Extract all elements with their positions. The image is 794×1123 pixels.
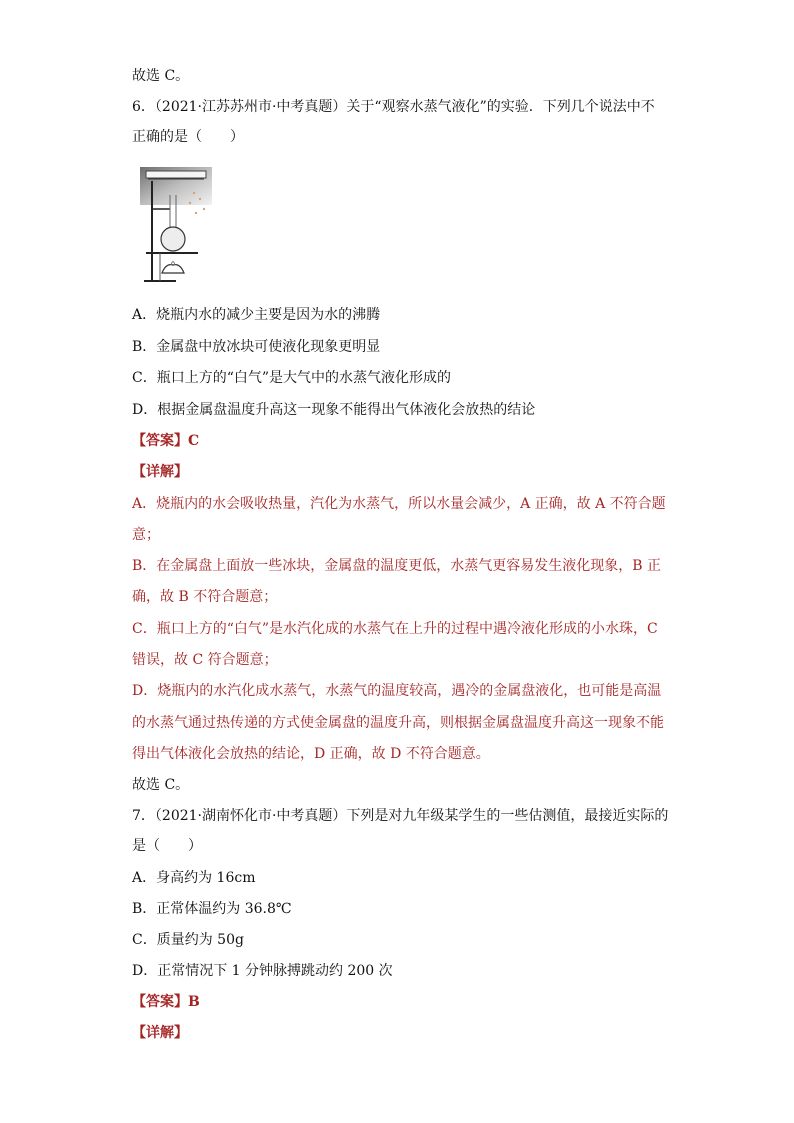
q6-detail-line: B．在金属盘上面放一些冰块，金属盘的温度更低，水蒸气更容易发生液化现象，B 正 [132,558,662,574]
q6-detail-line: 错误，故 C 符合题意； [132,652,278,668]
q6-detail-label: 【详解】 [132,464,188,480]
q6-option-c: C．瓶口上方的“白气”是大气中的水蒸气液化形成的 [132,370,452,386]
apparatus-illustration [140,167,212,287]
q7-answer: 【答案】B [132,994,200,1010]
q6-stem-line1: 6．（2021·江苏苏州市·中考真题）关于“观察水蒸气液化”的实验．下列几个说法中不 [132,99,655,115]
q7-stem-line1: 7．（2021·湖南怀化市·中考真题）下列是对九年级某学生的一些估测值，最接近实际的 [132,808,669,824]
q6-stem-line2: 正确的是（ ） [132,129,244,145]
q7-option-a: A．身高约为 16cm [132,870,256,886]
q6-detail-line: C．瓶口上方的“白气”是水汽化成的水蒸气在上升的过程中遇冷液化形成的小水珠，C [132,621,658,637]
q6-conclusion: 故选 C。 [132,777,190,793]
q6-detail-line: D．烧瓶内的水汽化成水蒸气，水蒸气的温度较高，遇冷的金属盘液化，也可能是高温 [132,683,662,699]
q6-detail-line: 意； [132,527,160,543]
q6-detail-line: 确，故 B 不符合题意； [132,589,278,605]
q7-option-d: D．正常情况下 1 分钟脉搏跳动约 200 次 [132,963,393,979]
q7-detail-label: 【详解】 [132,1025,188,1041]
q7-option-c: C．质量约为 50g [132,932,244,948]
q6-option-b: B．金属盘中放冰块可使液化现象更明显 [132,339,381,355]
q6-answer: 【答案】C [132,433,200,449]
distillation-apparatus-figure [140,167,212,287]
q7-stem-line2: 是（ ） [132,838,202,854]
q7-option-b: B．正常体温约为 36.8℃ [132,901,292,917]
q6-detail-line: 的水蒸气通过热传递的方式使金属盘的温度升高，则根据金属盘温度升高这一现象不能 [132,715,664,731]
q6-detail-line: A．烧瓶内的水会吸收热量，汽化为水蒸气，所以水量会减少，A 正确，故 A 不符合题 [132,496,666,512]
q6-option-a: A．烧瓶内水的减少主要是因为水的沸腾 [132,307,381,323]
q6-option-d: D．根据金属盘温度升高这一现象不能得出气体液化会放热的结论 [132,402,536,418]
q6-detail-line: 得出气体液化会放热的结论，D 正确，故 D 不符合题意。 [132,746,490,762]
q5-conclusion: 故选 C。 [132,68,190,84]
